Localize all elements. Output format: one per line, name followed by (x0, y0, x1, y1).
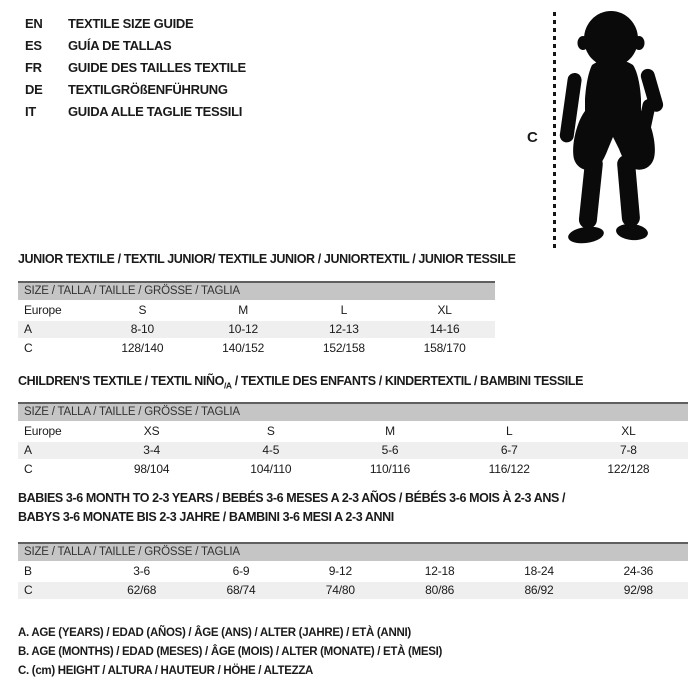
lang-label: TEXTILE SIZE GUIDE (68, 16, 194, 31)
lang-code: ES (25, 38, 42, 53)
size-cell: 152/158 (322, 341, 365, 355)
size-header: SIZE / TALLA / TAILLE / GRÖSSE / TAGLIA (18, 402, 688, 421)
lang-label: GUIDA ALLE TAGLIE TESSILI (68, 104, 243, 119)
size-header: SIZE / TALLA / TAILLE / GRÖSSE / TAGLIA (18, 281, 495, 300)
lang-row-it (25, 101, 246, 123)
size-cell: 110/116 (369, 462, 411, 476)
size-cell: 92/98 (623, 583, 653, 597)
childrens-size-table (18, 402, 688, 480)
babies-title-line-1: BABIES 3-6 MONTH TO 2-3 YEARS / BEBÉS 3-6 MESES A 2-3 AÑOS / BÉBÉS 3-6 MOIS À 2-3 ANS / (18, 491, 566, 505)
lang-code: DE (25, 82, 43, 97)
footnote-b: B. AGE (MONTHS) / EDAD (MESES) / ÂGE (MOIS) / ALTER (MONATE) / ETÀ (MESI) (18, 646, 443, 658)
junior-size-table (18, 281, 495, 359)
size-cell: L (340, 303, 348, 317)
childrens-table-title (18, 372, 583, 396)
size-cell: 104/110 (250, 462, 292, 476)
size-cell: M (385, 424, 395, 438)
row-label: C (24, 583, 33, 597)
size-cell: 80/86 (425, 583, 455, 597)
table-row-height (18, 461, 688, 478)
table-row-europe (18, 423, 688, 440)
table-row-height (18, 582, 688, 599)
row-label: C (24, 341, 33, 355)
size-cell: L (505, 424, 513, 438)
row-label: Europe (24, 303, 62, 317)
size-cell: S (138, 303, 147, 317)
size-cell: 7-8 (620, 443, 637, 457)
lang-code: FR (25, 60, 42, 75)
size-cell: 122/128 (607, 462, 650, 476)
size-cell: 8-10 (130, 322, 154, 336)
size-cell: 74/80 (325, 583, 355, 597)
lang-code: IT (25, 104, 36, 119)
lang-code: EN (25, 16, 43, 31)
size-cell: 9-12 (328, 564, 352, 578)
title-sub: /A (223, 380, 232, 391)
size-cell: 10-12 (228, 322, 258, 336)
size-cell: 68/74 (226, 583, 256, 597)
size-cell: 140/152 (222, 341, 265, 355)
size-cell: 128/140 (121, 341, 164, 355)
size-cell: 3-6 (133, 564, 151, 578)
size-cell: 98/104 (133, 462, 170, 476)
size-cell: XS (143, 424, 160, 438)
height-measure-dashed-line (553, 12, 556, 250)
size-cell: XL (437, 303, 452, 317)
row-label: C (24, 462, 33, 476)
footnote-a: A. AGE (YEARS) / EDAD (AÑOS) / ÂGE (ANS) / ALTER (JAHRE) / ETÀ (ANNI) (18, 627, 411, 639)
size-cell: XL (621, 424, 636, 438)
table-row-height (18, 340, 495, 357)
baby-silhouette-icon (559, 7, 669, 247)
size-cell: 14-16 (429, 322, 460, 336)
row-label: Europe (24, 424, 62, 438)
size-cell: 62/68 (127, 583, 157, 597)
lang-row-fr (25, 57, 246, 79)
table-row-months (18, 563, 688, 580)
table-row-europe (18, 302, 495, 319)
size-cell: 24-36 (623, 564, 654, 578)
babies-size-table (18, 542, 688, 601)
lang-row-en (25, 13, 246, 35)
lang-label: TEXTILGRÖßENFÜHRUNG (68, 82, 228, 97)
row-label: A (24, 322, 32, 336)
row-label: A (24, 443, 32, 457)
size-cell: 12-18 (424, 564, 455, 578)
size-cell: S (266, 424, 275, 438)
size-cell: 12-13 (329, 322, 359, 336)
size-cell: M (238, 303, 249, 317)
size-header: SIZE / TALLA / TAILLE / GRÖSSE / TAGLIA (18, 542, 688, 561)
junior-table-title: JUNIOR TEXTILE / TEXTIL JUNIOR/ TEXTILE JUNIOR / JUNIORTEXTIL / JUNIOR TESSILE (18, 252, 516, 266)
lang-label: GUÍA DE TALLAS (68, 38, 172, 53)
babies-title-line-2: BABYS 3-6 MONATE BIS 2-3 JAHRE / BAMBINI 3-6 MESI A 2-3 ANNI (18, 510, 394, 524)
size-cell: 6-7 (500, 443, 518, 457)
language-list (25, 13, 246, 123)
height-measure-label: C (527, 129, 538, 146)
size-cell: 158/170 (423, 341, 466, 355)
table-row-age (18, 321, 495, 338)
footnotes (18, 624, 442, 681)
title-rest: / TEXTILE DES ENFANTS / KINDERTEXTIL / BAMBINI TESSILE (231, 374, 584, 388)
row-label: B (24, 564, 32, 578)
table-row-age (18, 442, 688, 459)
footnote-c: C. (cm) HEIGHT / ALTURA / HAUTEUR / HÖHE / ALTEZZA (18, 665, 314, 677)
size-cell: 6-9 (232, 564, 250, 578)
lang-row-de (25, 79, 246, 101)
title-main: CHILDREN'S TEXTILE / TEXTIL NIÑO (18, 374, 224, 388)
size-cell: 4-5 (262, 443, 280, 457)
size-cell: 5-6 (381, 443, 399, 457)
size-cell: 18-24 (524, 564, 554, 578)
size-cell: 116/122 (488, 462, 530, 476)
lang-label: GUIDE DES TAILLES TEXTILE (68, 60, 246, 75)
size-cell: 3-4 (143, 443, 160, 457)
babies-table-title (18, 489, 565, 527)
size-cell: 86/92 (524, 583, 554, 597)
lang-row-es (25, 35, 246, 57)
